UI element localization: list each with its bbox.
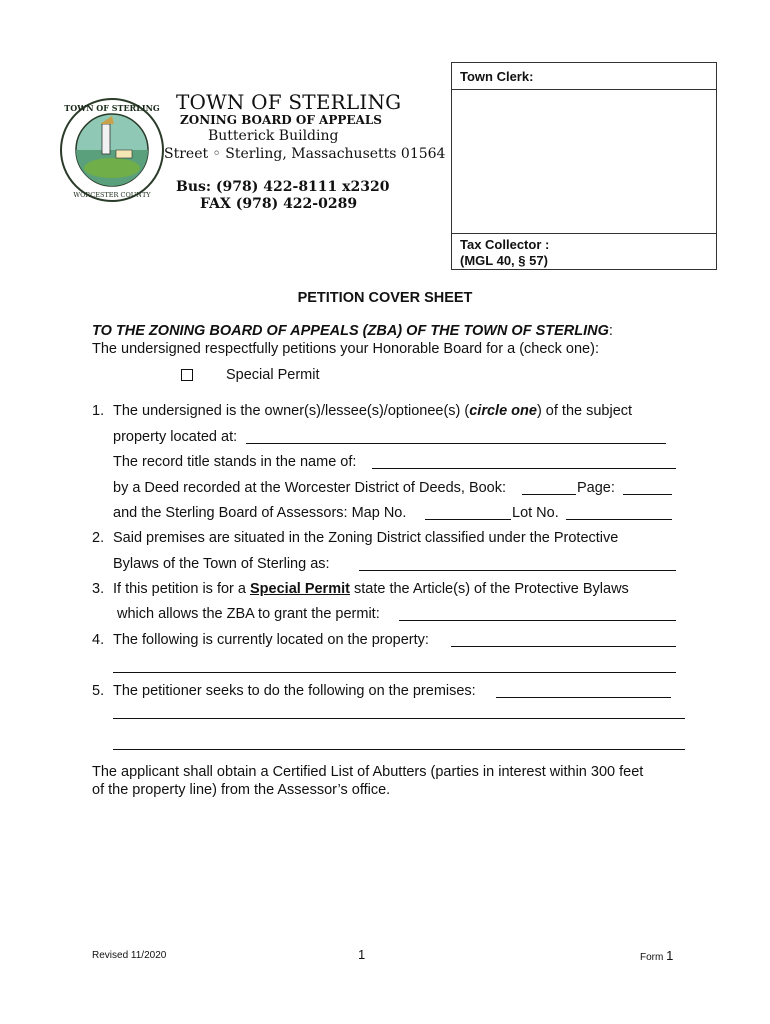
board-name: ZONING BOARD OF APPEALS bbox=[180, 113, 382, 127]
item-number-4: 4. bbox=[92, 632, 105, 648]
lot-number-field[interactable] bbox=[566, 519, 672, 520]
town-clerk-label: Town Clerk: bbox=[460, 69, 534, 84]
map-number-label: and the Sterling Board of Assessors: Map No. bbox=[113, 505, 407, 521]
town-seal-logo bbox=[60, 98, 164, 202]
svg-text:WORCESTER COUNTY: WORCESTER COUNTY bbox=[73, 191, 151, 199]
building-name: Butterick Building bbox=[208, 128, 339, 144]
item-3-text-b: state the Article(s) of the Protective Bylaws bbox=[349, 581, 629, 597]
svg-text:TOWN OF STERLING: TOWN OF STERLING bbox=[64, 103, 160, 113]
zoning-district-field[interactable] bbox=[359, 570, 676, 571]
property-location-field[interactable] bbox=[246, 443, 666, 444]
item-3-line-1 bbox=[113, 581, 629, 597]
proposed-work-label: The petitioner seeks to do the following on the premises: bbox=[113, 683, 476, 699]
mgl-reference: (MGL 40, § 57) bbox=[460, 253, 548, 268]
deed-page-label: Page: bbox=[577, 480, 615, 496]
page-title: PETITION COVER SHEET bbox=[297, 290, 473, 306]
map-number-field[interactable] bbox=[425, 519, 511, 520]
intro-text: The undersigned respectfully petitions your Honorable Board for a (check one): bbox=[92, 341, 599, 357]
current-use-label: The following is currently located on the property: bbox=[113, 632, 429, 648]
item-number-1: 1. bbox=[92, 403, 105, 419]
form-number-value: 1 bbox=[666, 948, 674, 963]
property-location-label: property located at: bbox=[113, 429, 238, 445]
record-title-field[interactable] bbox=[372, 468, 676, 469]
abutters-notice-line-2: of the property line) from the Assessor’s office. bbox=[92, 782, 391, 798]
bylaw-article-label: which allows the ZBA to grant the permit: bbox=[117, 606, 380, 622]
town-clerk-header bbox=[452, 63, 716, 90]
item-number-2: 2. bbox=[92, 530, 105, 546]
item-number-5: 5. bbox=[92, 683, 105, 699]
business-phone: Bus: (978) 422-8111 x2320 bbox=[176, 179, 390, 195]
proposed-work-field-line-3[interactable] bbox=[113, 749, 685, 750]
proposed-work-field[interactable] bbox=[496, 697, 671, 698]
town-name: TOWN OF STERLING bbox=[176, 90, 402, 114]
item-1-line-1 bbox=[113, 403, 632, 419]
deed-page-field[interactable] bbox=[623, 494, 672, 495]
tax-collector-section bbox=[452, 233, 716, 271]
addressee-text: TO THE ZONING BOARD OF APPEALS (ZBA) OF THE TOWN OF STERLING bbox=[92, 323, 609, 339]
form-label: Form bbox=[640, 952, 664, 963]
item-1-text-a: The undersigned is the owner(s)/lessee(s)/optionee(s) ( bbox=[113, 403, 470, 419]
abutters-notice-line-1: The applicant shall obtain a Certified List of Abutters (parties in interest within 300 feet bbox=[92, 764, 644, 780]
lot-number-label: Lot No. bbox=[512, 505, 559, 521]
bylaw-article-field[interactable] bbox=[399, 620, 676, 621]
item-1-text-b: ) of the subject bbox=[536, 403, 633, 419]
item-1-circle-one: circle one bbox=[469, 403, 537, 419]
form-number bbox=[640, 948, 673, 963]
current-use-field-line-2[interactable] bbox=[113, 672, 676, 673]
street-address: Street ◦ Sterling, Massachusetts 01564 bbox=[164, 146, 446, 162]
current-use-field[interactable] bbox=[451, 646, 676, 647]
deed-book-label: by a Deed recorded at the Worcester District of Deeds, Book: bbox=[113, 480, 507, 496]
zoning-district-label: Bylaws of the Town of Sterling as: bbox=[113, 556, 330, 572]
item-2-line-1: Said premises are situated in the Zoning District classified under the Protective bbox=[113, 530, 619, 546]
revision-date: Revised 11/2020 bbox=[92, 950, 167, 961]
fax-number: FAX (978) 422-0289 bbox=[200, 196, 358, 212]
page-number: 1 bbox=[358, 947, 366, 962]
deed-book-field[interactable] bbox=[522, 494, 576, 495]
record-title-label: The record title stands in the name of: bbox=[113, 454, 357, 470]
tax-collector-label: Tax Collector : bbox=[460, 237, 550, 252]
proposed-work-field-line-2[interactable] bbox=[113, 718, 685, 719]
office-use-box bbox=[451, 62, 717, 270]
addressee-colon: : bbox=[608, 323, 613, 339]
item-3-text-a: If this petition is for a bbox=[113, 581, 251, 597]
item-number-3: 3. bbox=[92, 581, 105, 597]
special-permit-label: Special Permit bbox=[226, 367, 320, 383]
addressee-heading bbox=[92, 323, 613, 339]
item-3-special-permit: Special Permit bbox=[250, 581, 350, 597]
special-permit-checkbox[interactable] bbox=[181, 369, 193, 381]
